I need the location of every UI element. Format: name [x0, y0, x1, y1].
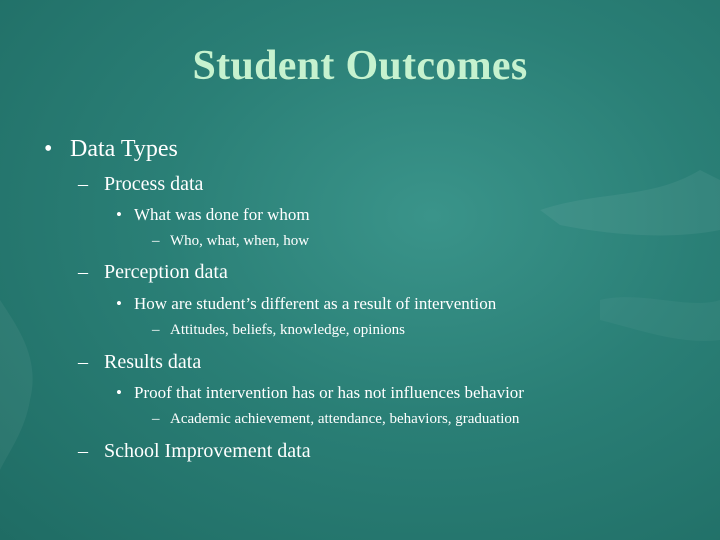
dash-marker: – — [152, 411, 160, 427]
bullet-process-data — [78, 173, 203, 196]
bullet-text: Proof that intervention has or has not influences behavior — [134, 383, 524, 402]
bullet-data-types — [44, 136, 178, 163]
bullet-text: Data Types — [70, 136, 178, 162]
bullet-results-data — [78, 351, 201, 374]
bullet-proof — [116, 383, 524, 403]
bullet-text: How are student’s different as a result of intervention — [134, 294, 497, 313]
bullet-text: School Improvement data — [104, 440, 311, 462]
bullet-text: Process data — [104, 173, 204, 195]
bullet-text: Results data — [104, 351, 202, 373]
bullet-academic — [152, 411, 519, 428]
dash-marker: – — [152, 322, 160, 338]
bullet-text: What was done for whom — [134, 205, 310, 224]
bullet-how-are-students — [116, 294, 496, 314]
dash-marker: – — [152, 233, 160, 249]
bullet-who-what — [152, 233, 309, 250]
bullet-marker: • — [44, 136, 53, 162]
dash-marker: – — [78, 261, 88, 283]
bullet-school-improvement — [78, 440, 311, 463]
bullet-marker: • — [116, 205, 122, 224]
bullet-text: Attitudes, beliefs, knowledge, opinions — [170, 322, 405, 338]
bullet-marker: • — [116, 383, 122, 402]
bullet-what-was-done — [116, 205, 310, 225]
bullet-text: Perception data — [104, 261, 228, 283]
bullet-text: Who, what, when, how — [170, 233, 310, 249]
bullet-text: Academic achievement, attendance, behaviors, graduation — [170, 411, 520, 427]
dash-marker: – — [78, 351, 88, 373]
dash-marker: – — [78, 173, 88, 195]
bullet-marker: • — [116, 294, 122, 313]
dash-marker: – — [78, 440, 88, 462]
bullet-perception-data — [78, 261, 228, 284]
bullet-attitudes — [152, 322, 405, 339]
slide-title: Student Outcomes — [192, 43, 528, 89]
